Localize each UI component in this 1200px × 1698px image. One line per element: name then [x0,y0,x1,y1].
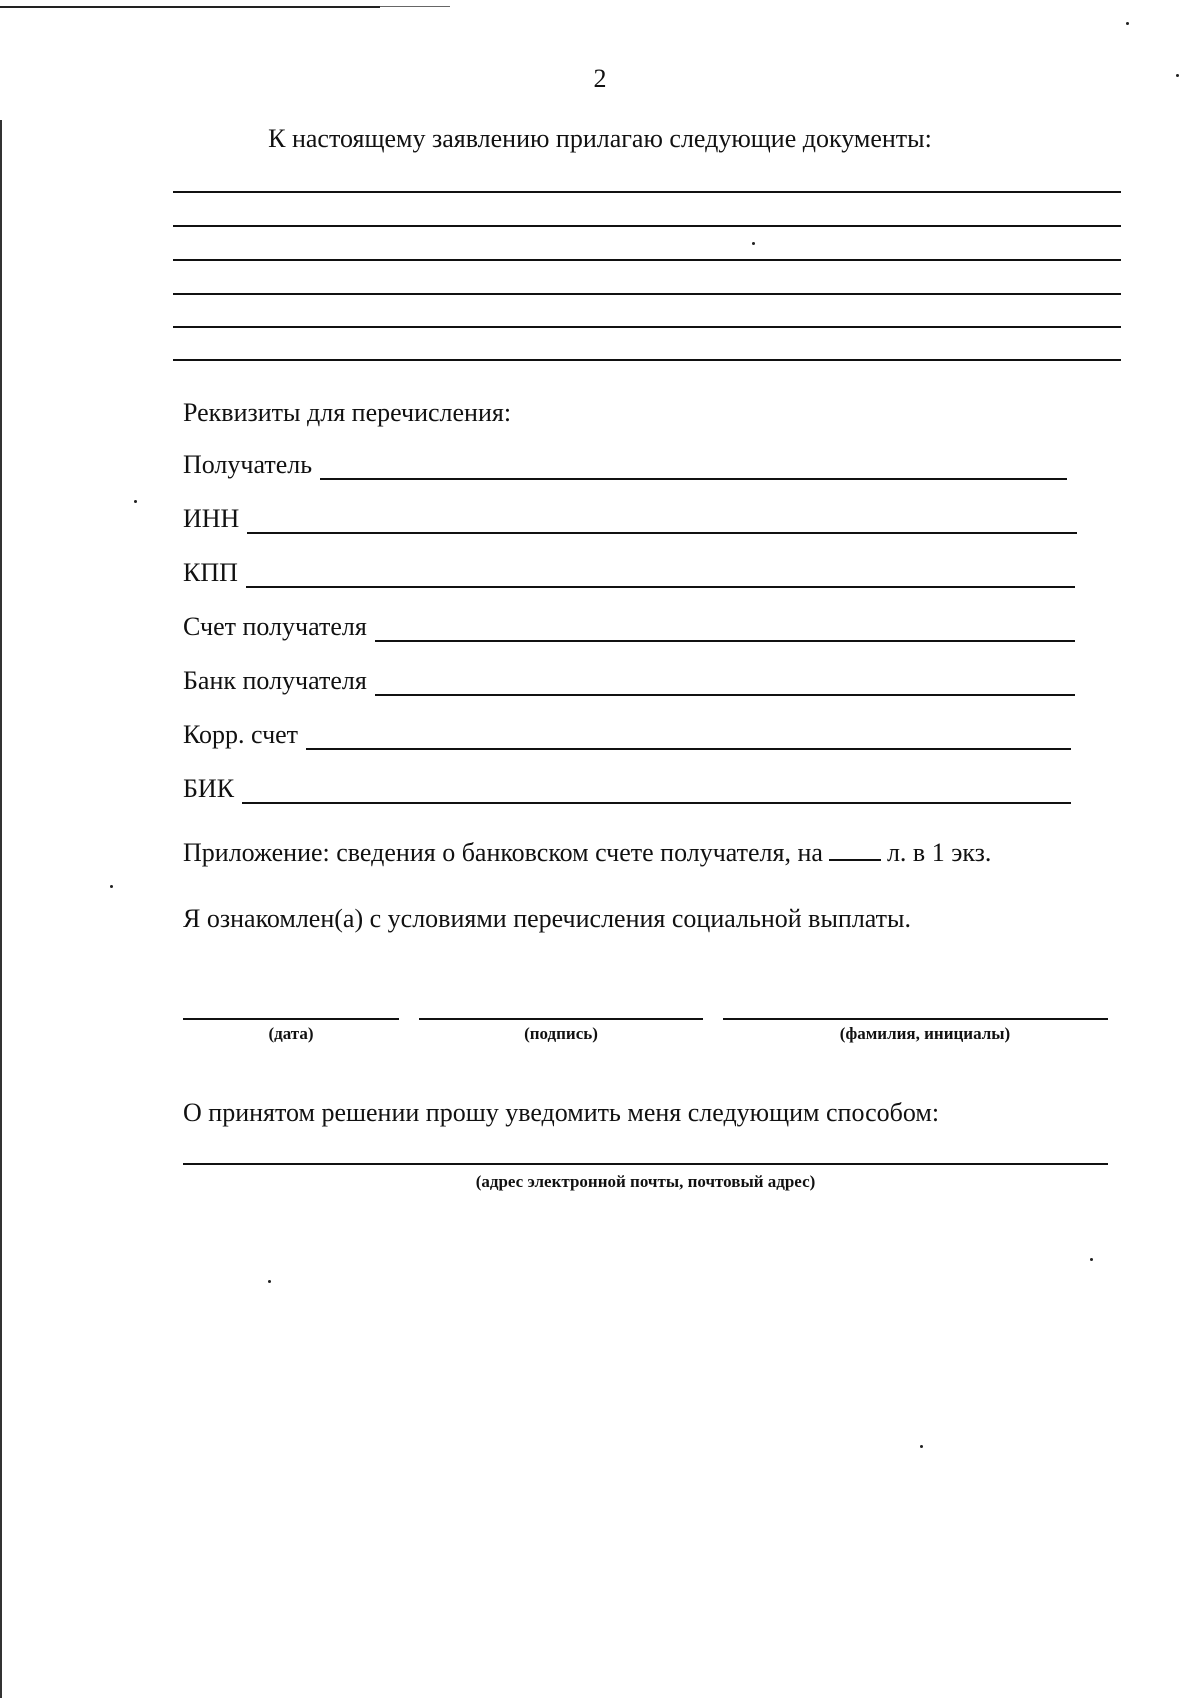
bik-label: БИК [183,774,235,803]
recipient-label: Получатель [183,450,313,479]
attachment-line[interactable] [173,225,1121,227]
requisites-heading: Реквизиты для перечисления: [183,398,512,427]
acknowledgement-text: Я ознакомлен(а) с условиями перечисления социальной выплаты. [183,904,911,933]
bank-field[interactable] [183,662,1075,696]
signature-line[interactable] [419,1018,703,1020]
appendix-suffix: л. в 1 экз. [886,838,992,867]
date-line[interactable] [183,1018,399,1020]
notify-text: О принятом решении прошу уведомить меня следующим способом: [183,1098,940,1127]
scan-speck [1126,22,1129,25]
account-label: Счет получателя [183,612,367,641]
scan-edge-line [380,6,450,7]
scan-speck [920,1445,923,1448]
name-caption: (фамилия, инициалы) [839,1024,1011,1043]
recipient-field[interactable] [183,446,1067,480]
corr-account-label: Корр. счет [183,720,299,749]
date-caption: (дата) [268,1024,314,1043]
attachments-heading: К настоящему заявлению прилагаю следующие документы: [268,124,932,153]
inn-label: ИНН [183,504,240,533]
bank-label: Банк получателя [183,666,367,695]
account-input-line[interactable] [375,614,1075,642]
notify-caption: (адрес электронной почты, почтовый адрес) [475,1172,816,1191]
notify-address-line[interactable] [183,1163,1108,1165]
bank-input-line[interactable] [375,668,1075,696]
scan-speck [268,1280,271,1283]
kpp-input-line[interactable] [246,560,1075,588]
corr-account-input-line[interactable] [306,722,1071,750]
inn-input-line[interactable] [247,506,1077,534]
kpp-label: КПП [183,558,238,587]
appendix-prefix: Приложение: сведения о банковском счете получателя, на [183,838,823,867]
inn-field[interactable] [183,500,1077,534]
bik-input-line[interactable] [242,776,1071,804]
scan-speck [110,885,113,888]
scan-left-edge [0,120,2,1698]
scan-speck [752,242,755,245]
name-line[interactable] [723,1018,1108,1020]
appendix-line [183,838,991,868]
corr-account-field[interactable] [183,716,1071,750]
attachment-line[interactable] [173,191,1121,193]
attachment-line[interactable] [173,326,1121,328]
scan-edge-line [0,6,380,8]
scan-speck [134,500,137,503]
attachment-line[interactable] [173,359,1121,361]
attachment-line[interactable] [173,259,1121,261]
recipient-input-line[interactable] [320,452,1067,480]
account-field[interactable] [183,608,1075,642]
scan-speck [1090,1258,1093,1261]
attachment-line[interactable] [173,293,1121,295]
signature-caption: (подпись) [524,1024,598,1043]
bik-field[interactable] [183,770,1071,804]
kpp-field[interactable] [183,554,1075,588]
page-number: 2 [593,64,607,93]
appendix-pages-blank[interactable] [829,839,881,861]
